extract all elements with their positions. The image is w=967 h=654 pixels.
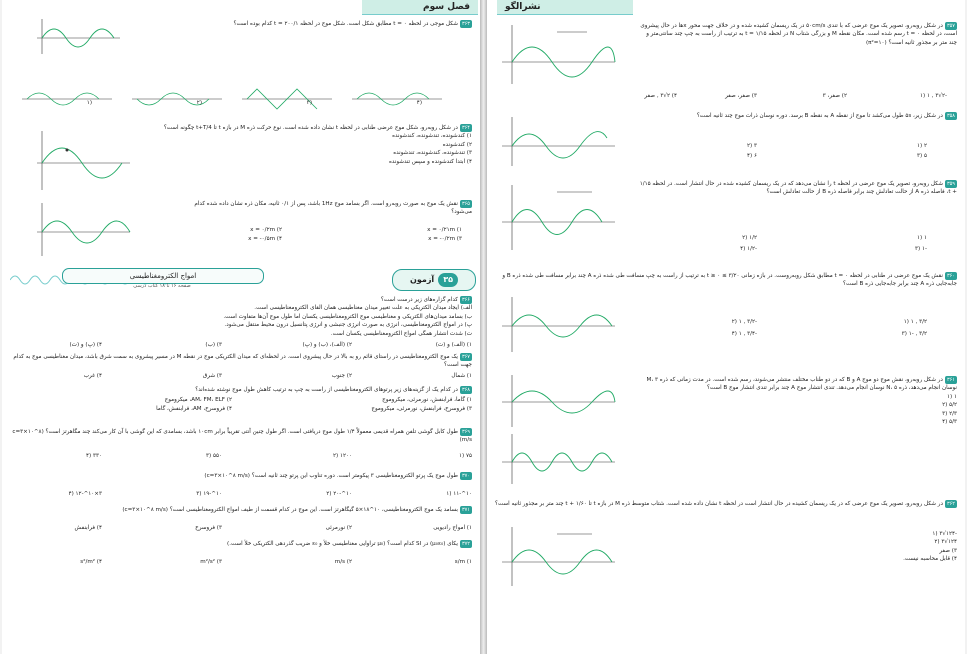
option[interactable]: ۳) شرق [202,373,222,379]
wave-figure-362 [497,524,617,589]
topic-subtitle: صفحه ۱۶ تا ۱۸ کتاب درسی [133,283,191,289]
option[interactable]: ۳×۱۰^-۱۲ (۴ [68,491,102,497]
option[interactable]: ۱) امواج رادیویی [433,525,472,531]
question-number: ۳۷۰ [461,473,470,479]
option[interactable]: ۶ (۴ [747,153,757,159]
option[interactable]: ۱۰^-۱۹ (۳ [196,491,222,497]
option[interactable]: ۱) شمال [451,373,472,379]
option[interactable]: ۱۰^-۲۰ (۲ [326,491,352,497]
option[interactable]: -۱۲۴√۳ (۱ [932,531,957,537]
question-text: شکل روبه‌رو، تصویر یک موج عرضی در لحظه t را نشان می‌دهد که در یک ریسمان کشیده شده در حال انتشار است. در لحظه ۱/۱۵ + t، فاصله ذره A از حالت تعادلش چند برابر فاصله ذره B از حالت تعادلش است؟ [639,181,957,196]
statement: الف) ایجاد میدان الکتریکی به علت تغییر میدان مغناطیسی همان القای الکترومغناطیسی است. [254,305,472,312]
option[interactable]: ۳) تندشونده، کندشونده، تندشونده [393,150,472,157]
exam-badge [392,269,476,291]
exam-label: آزمون [410,275,435,284]
options-366 [10,341,472,350]
options-367 [10,372,472,381]
option[interactable]: ۴) فروسرخ، AM، فرابنفش، گاما [156,406,232,412]
question-text: یکای (μ₀ε₀) در SI کدام است؟ (μ₀ تراوایی مغناطیسی خلأ و ε₀ ضریب گذردهی الکتریکی خلأ است.) [227,541,458,547]
option[interactable]: ۱ (۱ [947,393,957,400]
question-number: ۳۶۵ [461,201,470,207]
option[interactable]: ۳۳۰ (۴ [86,453,102,459]
option[interactable]: x = -۰/۵m (۴ [248,236,282,242]
option[interactable]: ۴) غرب [83,373,102,379]
option[interactable]: s²/m² (۴ [80,559,102,565]
wave-figure-365 [32,200,132,258]
option[interactable]: ۳) (ب) [205,342,222,348]
book-gutter [480,0,487,654]
exam-number: ۳۵ [438,273,458,287]
question-358 [637,112,957,120]
option[interactable]: ۲ (۱ [917,143,927,149]
question-text: یک موج الکترومغناطیسی در راستای قائم رو به بالا در حال پیشروی است. در لحظه‌ای که میدان الکتریکی موج در نقطه M در مسیر پیشروی به سمت شرق باشد، میدان مغناطیسی موج به کدام جهت است؟ [13,354,472,369]
wave-figure-357 [497,22,617,87]
option[interactable]: m/s (۲ [334,559,352,565]
option[interactable]: ۱ (۱ [917,235,927,241]
question-361 [637,376,957,426]
option[interactable]: ۷۵ (۱ [459,453,472,459]
question-number: ۳۶۴ [461,125,470,131]
question-number: ۳۶۹ [461,429,470,435]
question-365 [172,200,472,217]
question-number: ۳۷۲ [461,541,470,547]
option[interactable]: m²/s² (۳ [200,559,222,565]
option[interactable]: (۱ [86,100,92,106]
option[interactable]: ۵۵۰ (۳ [206,453,222,459]
option[interactable]: ۳/۲ , -۱ (۳ [901,331,927,337]
question-366 [10,296,472,338]
options-358 [627,142,957,160]
option[interactable]: ۲) کندشونده [442,141,472,148]
option[interactable]: x = ۰/۲۱m (۱ [427,227,462,233]
option[interactable]: ۳ (۲ [747,143,757,149]
wave-figure-364 [32,128,132,193]
question-362 [495,500,957,508]
option[interactable]: ۵/۲ (۲ [942,402,957,409]
question-367 [10,353,472,370]
option[interactable]: x = ۰/۲m (۲ [250,227,282,233]
question-359 [637,180,957,197]
option[interactable]: (۲ [196,100,202,106]
option[interactable]: ۱) کندشونده، تندشونده، کندشونده [392,133,472,140]
option[interactable]: ۳) فروسرخ، فرابنفش، نورمرئی، میکروموج [371,406,472,412]
question-text: در شکل روبه‌رو، نقش موج دو موج A و B که در دو طناب مختلف منتشر می‌شوند، رسم شده است. در مدت زمانی که ذره M، ۳ نوسان انجام می‌دهد، ذره N، ۵ نوسان انجام می‌دهد. تندی انتشار موج A چند برابر تندی انتشار موج B است؟ [646,377,957,392]
question-text: در کدام یک از گزینه‌های زیر پرتوهای الکترومغناطیسی از راست به چپ به ترتیب کاهش طول موج نوشته شده‌اند؟ [195,387,458,393]
option[interactable]: ۴) (پ) و (ت) [69,342,102,348]
question-372 [10,540,472,548]
chapter-header: فصل سوم [362,0,478,15]
wave-figure-363 [32,16,122,56]
question-text: کدام گزاره‌های زیر درست است؟ [380,297,458,303]
question-368 [10,386,472,394]
right-page [487,0,965,654]
question-text: در شکل زیر، ۵s طول می‌کشد تا موج از نقطه A به نقطه B برسد. دوره نوسان ذرات موج چند ثانیه است؟ [696,113,943,119]
question-number: ۳۵۷ [946,23,955,29]
question-number: ۳۶۸ [461,387,470,393]
statement: ب) بسامد میدان‌های الکتریکی و مغناطیسی موج الکترومغناطیسی یکسان اما طول موج آن‌ها متفاوت است. [223,313,472,320]
option[interactable]: ۳) صفر [939,547,957,554]
question-number: ۳۶۷ [461,354,470,360]
option[interactable]: ۲) نورمرئی [325,525,352,531]
question-number: ۳۶۰ [946,273,955,279]
question-text: نقش یک موج عرضی در طنابی در لحظه ۰ = t مطابق شکل روبه‌روست. در بازه زمانی ۳/۲۰ ≥ t ≥ ۰ به ترتیب از راست به چپ مسافت طی شده ذره A چند برابر مسافت طی شده ذره B و جابه‌جایی ذره A چند برابر جابه‌جایی ذره B است؟ [502,273,957,288]
options-359 [627,234,957,254]
option[interactable]: ۲) جنوب [331,373,352,379]
option[interactable]: ۳) فروسرخ [195,525,222,531]
question-360 [495,272,957,289]
option[interactable]: ۱) (الف) و (ت) [435,342,472,348]
option[interactable]: (۳ [306,100,312,106]
option[interactable]: s/m (۱ [454,559,472,565]
question-number: ۳۶۱ [946,377,955,383]
options-369 [10,452,472,461]
question-371 [10,506,472,514]
statement: پ) در امواج الکترومغناطیسی، انرژی به صورت انرژی جنبشی و انرژی پتانسیل درون محیط منتقل می‌شود. [224,322,472,329]
options-365 [142,226,472,246]
question-text: بسامد یک موج الکترومغناطیسی، ۱۰^۱۸×۵ گیگاهرتز است. این موج در کدام قسمت از طیف امواج الکترومغناطیسی است؟ (c=۳×۱۰^۸ m/s) [122,507,458,513]
question-363 [172,20,472,28]
options-371 [10,524,472,533]
question-number: ۳۵۸ [946,113,955,119]
option[interactable]: ۲/۳ (۳ [942,410,957,417]
wave-figure-360 [497,294,617,354]
question-text: در شکل روبه‌رو، تصویر یک موج عرضی که در یک ریسمان کشیده در حال انتشار است در لحظه t نشان داده شده است. شتاب متوسط ذره M در بازه t تا ۱/۶۰ + t چند متر بر مجذور ثانیه است؟ [495,501,943,507]
option[interactable]: (۴ [416,100,422,106]
question-369 [10,428,472,445]
question-357 [637,22,957,47]
option[interactable]: -۳/۲ , ۱ (۲ [731,319,757,325]
options-368 [10,396,472,414]
question-number: ۳۵۹ [946,181,955,187]
option[interactable]: -۱ (۳ [914,246,927,252]
option[interactable]: ۲) AM، FM، ELF، میکروموج [164,397,232,403]
question-number: ۳۶۶ [461,297,470,303]
wave-figure-361 [497,372,617,487]
question-370 [10,472,472,480]
question-number: ۳۷۱ [461,507,470,513]
option[interactable]: ۱۰^-۱۱ (۱ [446,491,472,497]
options-363 [22,99,472,109]
question-number: ۳۶۲ [946,501,955,507]
publisher-header: نشرالگو [497,0,633,15]
question-text: شکل موجی در لحظه ۰ = t مطابق شکل است. شکل موج در لحظه ۲۰۰/۱ = t کدام بوده است؟ [233,21,458,27]
wave-figure-358 [497,114,617,169]
left-page [2,0,480,654]
option[interactable]: ۱۲۰۰ (۲ [332,453,352,459]
question-number: ۳۶۳ [461,21,470,27]
question-text: در شکل روبه‌رو، شکل موج عرضی طنابی در لحظه t نشان داده شده است. نوع حرکت ذره M در بازه t تا t+T/4 چگونه است؟ [163,125,458,131]
question-text: طول موج یک پرتو الکترومغناطیسی ۳ پیکومتر است. دوره تناوب این پرتو چند ثانیه است؟ (c=۳×۱۰^۸ m/s) [204,473,458,479]
topic-title: امواج الکترومغناطیسی [62,268,264,284]
options-362 [637,530,957,564]
option[interactable]: x = -۰/۲m (۳ [428,236,462,242]
option[interactable]: ۱/۲ (۲ [742,235,757,241]
question-text: در شکل روبه‌رو، تصویر یک موج عرضی که با تندی ۵۰cm/s در یک ریسمان کشیده شده و در خلاف جهت محور x‌ها در حال پیشروی است، در لحظه ۰ = t رسم شده است. مکان نقطه M و بزرگی شتاب N در لحظه ۱/۱۵ = t به ترتیب از راست به چپ چند سانتی‌متر و چند متر بر مجذور ثانیه است؟ (π²=۱۰) [640,23,957,46]
statement: ت) شدت انتشار همگی امواج الکترومغناطیسی یکسان است. [330,330,472,337]
options-360 [627,318,957,340]
question-text: نقش یک موج به صورت روبه‌رو است. اگر بسامد موج 1Hz باشد، پس از ۰/۱ ثانیه، مکان ذره نشان داده شده کدام می‌شود؟ [194,201,472,216]
option[interactable]: -۲√۳ , ۱ (۱ [920,93,947,99]
option[interactable]: ۲) صفر، ۳ [822,93,847,99]
option[interactable]: ۴) ابتدا کندشونده و سپس تندشونده [388,158,472,165]
option[interactable]: ۴) قابل محاسبه نیست. [903,556,957,563]
option[interactable]: ۴) ۲√۳ , صفر [644,93,677,99]
option[interactable]: ۴) فرابنفش [74,525,102,531]
wave-figure-359 [497,182,617,252]
question-364 [142,124,472,166]
option[interactable]: ۳) صفر، صفر [725,93,757,99]
option[interactable]: ۵/۳ (۴ [942,419,957,426]
question-text: طول کابل گوشی تلفن همراه قدیمی معمولاً ۱/۴ طول موج دریافتی است. اگر طول چنین آنتی تقریباً برابر ۱۰cm باشد، بسامدی که این گوشی با آن کار می‌کند چند مگاهرتز است؟ (c=۳×۱۰^۸ m/s) [12,429,472,444]
option[interactable]: -۳/۴ , ۱ (۴ [731,331,757,337]
option[interactable]: ۳/۲ , ۱ (۱ [903,319,927,325]
option[interactable]: ۱) گاما، فرابنفش، نورمرئی، میکروموج [382,397,472,403]
option[interactable]: ۵ (۳ [917,153,927,159]
options-370 [10,490,472,499]
option[interactable]: ۱۲۴√۳ (۲ [934,539,957,546]
options-372 [10,558,472,567]
options-357 [627,92,957,110]
option[interactable]: -۱/۲ (۴ [740,246,757,252]
option[interactable]: ۲) (الف)، (ب) و (پ) [302,342,352,348]
